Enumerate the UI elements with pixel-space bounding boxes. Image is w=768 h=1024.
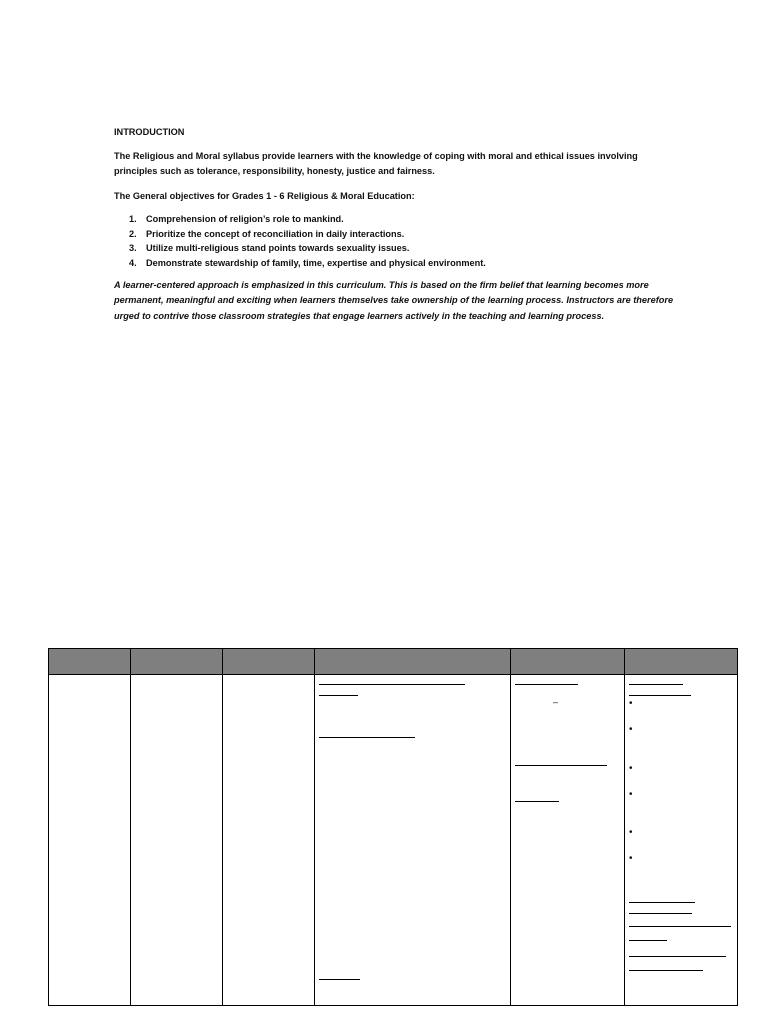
objective-number: 4.	[129, 257, 137, 268]
header-cell-3	[223, 649, 315, 675]
underline-mark	[629, 913, 692, 914]
underline-mark	[629, 695, 691, 696]
objective-text: Demonstrate stewardship of family, time, expertise and physical environment.	[146, 257, 486, 268]
underline-mark	[629, 926, 731, 927]
objective-number: 3.	[129, 243, 137, 254]
bullet-mark: •	[629, 724, 633, 735]
objective-number: 2.	[129, 228, 137, 239]
objective-text: Prioritize the concept of reconciliation in daily interactions.	[146, 228, 405, 239]
header-cell-4	[315, 649, 511, 675]
table-cell-2	[131, 675, 223, 1006]
table-header-row	[49, 649, 738, 675]
header-cell-6	[625, 649, 738, 675]
dash-mark: –	[553, 697, 559, 707]
intro-paragraph: The Religious and Moral syllabus provide learners with the knowledge of coping with moral and ethical issues involving principles such as tolerance, responsibility, honesty, justice and fairness.	[114, 151, 638, 176]
objectives-list	[114, 212, 674, 270]
header-cell-5	[511, 649, 625, 675]
bullet-mark: •	[629, 853, 633, 864]
underline-mark	[629, 940, 667, 941]
underline-mark	[319, 979, 360, 980]
header-cell-1	[49, 649, 131, 675]
underline-mark	[319, 695, 358, 696]
learner-centered-paragraph: A learner-centered approach is emphasized in this curriculum. This is based on the firm belief that learning becomes more permanent, meaningful and exciting when learners themselves take ownership of the learning process. Instructors are therefore urged to contrive those classroom strategies that engage learners actively in the teaching and learning process.	[114, 280, 674, 321]
table-cell-4	[315, 675, 511, 1006]
objective-number: 1.	[129, 214, 137, 224]
objective-item	[114, 241, 674, 256]
table-cell-5	[511, 675, 625, 1006]
table-cell-1	[49, 675, 131, 1006]
objective-text: Utilize multi-religious stand points towards sexuality issues.	[146, 243, 410, 254]
syllabus-grid	[48, 648, 738, 1006]
underline-mark	[319, 737, 415, 738]
table-cell-3	[223, 675, 315, 1006]
table-cell-6	[625, 675, 738, 1006]
bullet-mark: •	[629, 763, 633, 774]
objective-item	[114, 256, 674, 271]
table-row	[49, 675, 738, 1006]
bullet-mark: •	[629, 827, 633, 838]
objective-text: Comprehension of religion’s role to mankind.	[146, 214, 344, 224]
underline-mark	[629, 970, 703, 971]
underline-mark	[629, 684, 683, 685]
underline-mark	[515, 765, 607, 766]
header-cell-2	[131, 649, 223, 675]
underline-mark	[319, 684, 465, 685]
objective-item	[114, 227, 674, 242]
underline-mark	[629, 956, 726, 957]
underline-mark	[515, 684, 578, 685]
underline-mark	[515, 801, 559, 802]
objective-item	[114, 212, 674, 227]
bullet-mark: •	[629, 698, 633, 709]
underline-mark	[629, 902, 695, 903]
bullet-mark: •	[629, 789, 633, 800]
objectives-intro: The General objectives for Grades 1 - 6 Religious & Moral Education:	[114, 191, 415, 201]
section-heading: INTRODUCTION	[114, 127, 185, 137]
syllabus-table	[48, 648, 737, 1006]
